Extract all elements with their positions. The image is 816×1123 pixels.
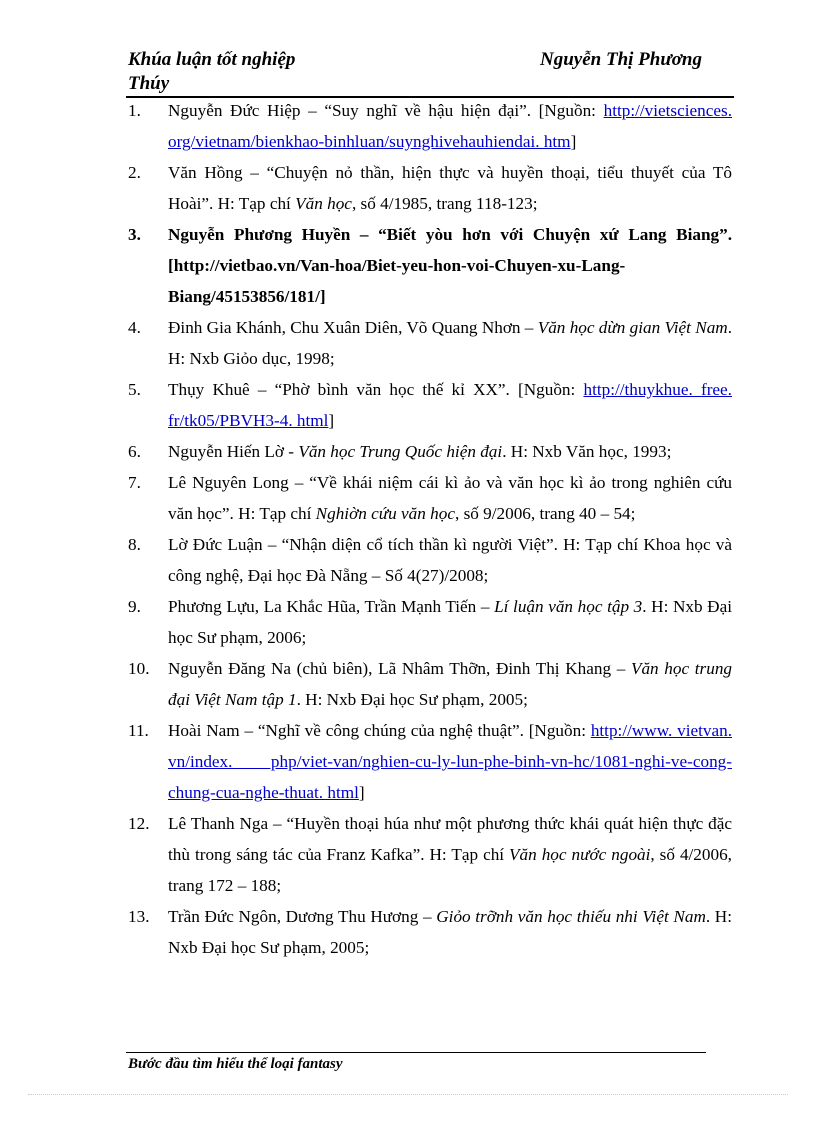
reference-text — [168, 529, 732, 591]
reference-item — [128, 901, 732, 963]
reference-segment: Đinh Gia Khánh, Chu Xuân Diên, Võ Quang Nhơn – — [168, 318, 538, 337]
reference-number: 4. — [128, 318, 141, 337]
reference-item — [128, 312, 732, 374]
reference-item — [128, 529, 732, 591]
reference-title-italic: Văn học dừn gian Việt Nam — [537, 318, 728, 337]
reference-segment: . H: Nxb Giỏo dục, 1998; — [168, 318, 732, 368]
reference-text — [168, 808, 732, 901]
reference-number: 6. — [128, 442, 141, 461]
reference-title-italic: Văn học trung đại Việt Nam tập 1 — [168, 659, 733, 709]
reference-item — [128, 436, 732, 467]
page-edge-divider — [28, 1094, 788, 1095]
reference-text — [168, 219, 732, 312]
footer-divider — [126, 1052, 706, 1053]
reference-link[interactable]: http://thuykhue. free. fr/tk05/PBVH3-4. html — [168, 380, 732, 430]
reference-number: 13. — [128, 907, 150, 926]
reference-title-italic: Nghiờn cứu văn học — [315, 504, 455, 523]
reference-segment: , số 9/2006, trang 40 – 54; — [454, 504, 636, 523]
reference-number: 7. — [128, 473, 141, 492]
reference-segment: Lê Thanh Nga – “Huyền thoại húa như một phương thức khái quát hiện thực đặc thù trong sáng tác của Franz Kafka”. H: Tạp chí — [168, 814, 732, 864]
reference-text — [168, 312, 732, 374]
header-thesis-title: Khúa luận tốt nghiệp Thúy — [128, 49, 296, 94]
reference-number: 8. — [128, 535, 141, 554]
reference-number: 3. — [128, 225, 141, 244]
reference-segment: Lê Nguyên Long – “Về khái niệm cái kì ảo và văn học kì ảo trong nghiên cứu văn học”. H: Tạp chí — [168, 473, 732, 523]
reference-item — [128, 219, 732, 312]
reference-item — [128, 715, 732, 808]
reference-number: 1. — [128, 101, 141, 120]
reference-number: 9. — [128, 597, 141, 616]
reference-segment: Nguyễn Đức Hiệp – “Suy nghĩ về hậu hiện đại”. [Nguồn: — [168, 101, 604, 120]
reference-text — [168, 715, 732, 808]
reference-segment: Nguyễn Hiến Lờ - — [168, 442, 299, 461]
reference-segment: ] — [570, 132, 577, 151]
reference-text — [168, 157, 732, 219]
reference-list — [128, 95, 732, 963]
reference-title-italic: Văn học nước ngoài — [509, 845, 651, 864]
reference-text — [168, 901, 732, 963]
reference-segment: , số 4/1985, trang 118-123; — [351, 194, 538, 213]
reference-segment: , số 4/2006, trang 172 – 188; — [168, 845, 732, 895]
reference-segment: ] — [328, 411, 335, 430]
reference-segment: . H: Nxb Đại học Sư phạm, 2005; — [296, 690, 528, 709]
header-author-name: Nguyễn Thị Phương — [540, 49, 702, 70]
reference-number: 11. — [128, 721, 149, 740]
reference-item — [128, 591, 732, 653]
reference-item — [128, 374, 732, 436]
reference-title-italic: Văn học Trung Quốc hiện đại — [298, 442, 503, 461]
reference-segment: . H: Nxb Đại học Sư phạm, 2005; — [168, 907, 732, 957]
reference-number: 10. — [128, 659, 150, 678]
reference-segment: Văn Hồng – “Chuyện nỏ thần, hiện thực và huyền thoại, tiểu thuyết của Tô Hoài”. H: Tạp chí — [168, 163, 732, 213]
reference-link[interactable]: http://vietsciences. org/vietnam/bienkhao-binhluan/suynghivehauhiendai. htm — [168, 101, 732, 151]
reference-segment: Lờ Đức Luận – “Nhận diện cổ tích thần kì người Việt”. H: Tạp chí Khoa học và công nghệ, Đại học Đà Nẵng – Số 4(27)/2008; — [168, 535, 732, 585]
reference-segment: Nguyễn Đăng Na (chủ biên), Lã Nhâm Thỡn, Đinh Thị Khang – — [168, 659, 631, 678]
reference-segment: Hoài Nam – “Nghĩ về công chúng của nghệ thuật”. [Nguồn: — [168, 721, 591, 740]
reference-segment: . H: Nxb Đại học Sư phạm, 2006; — [168, 597, 732, 647]
reference-number: 5. — [128, 380, 141, 399]
reference-segment: ] — [358, 783, 365, 802]
footer-title: Bước đầu tìm hiểu thể loại fantasy — [128, 1056, 343, 1072]
reference-number: 12. — [128, 814, 150, 833]
reference-segment: . H: Nxb Văn học, 1993; — [502, 442, 672, 461]
reference-text — [168, 436, 732, 467]
reference-item — [128, 467, 732, 529]
reference-text — [168, 374, 732, 436]
reference-title-italic: Giỏo trỡnh văn học thiếu nhi Việt Nam — [436, 907, 706, 926]
reference-segment: Nguyễn Phương Huyền – “Biết yòu hơn với Chuyện xứ Lang Biang”. [http://vietbao.vn/Van-hoa/Biet-yeu-hon-voi-Chuyen-xu-Lang-Biang/45153856/181/] — [168, 225, 732, 306]
reference-text — [168, 467, 732, 529]
reference-item — [128, 157, 732, 219]
reference-text — [168, 653, 732, 715]
reference-item — [128, 653, 732, 715]
reference-title-italic: Lí luận văn học tập 3 — [494, 597, 643, 616]
reference-item — [128, 95, 732, 157]
reference-link[interactable]: http://www. vietvan. vn/index. php/viet-van/nghien-cu-ly-lun-phe-binh-vn-hc/1081-nghi-ve-cong-chung-cua-nghe-thuat. html — [168, 721, 732, 802]
reference-text — [168, 95, 732, 157]
reference-text — [168, 591, 732, 653]
reference-number: 2. — [128, 163, 141, 182]
reference-segment: Thụy Khuê – “Phờ bình văn học thế kỉ XX”. [Nguồn: — [168, 380, 584, 399]
reference-segment: Trần Đức Ngôn, Dương Thu Hương – — [168, 907, 437, 926]
reference-item — [128, 808, 732, 901]
reference-segment: Phương Lựu, La Khắc Hũa, Trần Mạnh Tiến – — [168, 597, 495, 616]
reference-title-italic: Văn học — [295, 194, 352, 213]
